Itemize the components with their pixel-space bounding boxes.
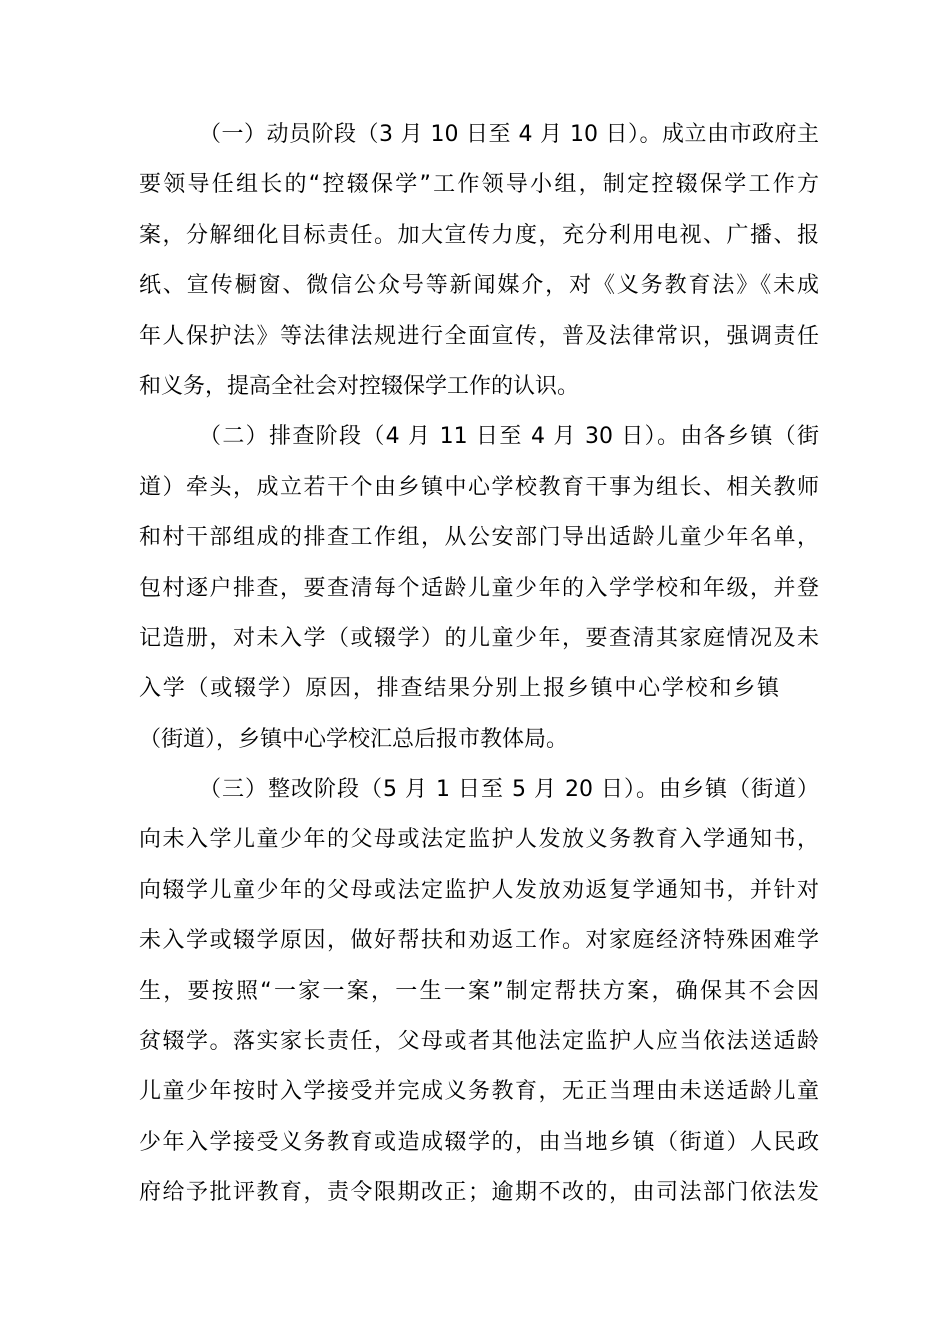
paragraph-3-line-7: 儿童少年按时入学接受并完成义务教育，无正当理由未送适龄儿童 <box>139 1079 819 1105</box>
paragraph-3-line-4: 未入学或辍学原因，做好帮扶和劝返工作。对家庭经济特殊困难学 <box>139 928 819 954</box>
paragraph-1-line-5: 年人保护法》等法律法规进行全面宣传，普及法律常识，强调责任 <box>139 323 819 349</box>
paragraph-3-line-1: （三）整改阶段（5 月 1 日至 5 月 20 日）。由乡镇（街道） <box>199 777 819 803</box>
paragraph-1-line-4: 纸、宣传橱窗、微信公众号等新闻媒介，对《义务教育法》《未成 <box>139 273 819 299</box>
paragraph-1-line-3: 案，分解细化目标责任。加大宣传力度，充分利用电视、广播、报 <box>139 222 819 248</box>
paragraph-3-line-2: 向未入学儿童少年的父母或法定监护人发放义务教育入学通知书， <box>139 827 819 853</box>
paragraph-1-line-2: 要领导任组长的“控辍保学”工作领导小组，制定控辍保学工作方 <box>139 172 819 198</box>
body-text <box>139 110 819 1219</box>
paragraph-3-line-3: 向辍学儿童少年的父母或法定监护人发放劝返复学通知书，并针对 <box>139 877 819 903</box>
paragraph-2-line-5: 记造册，对未入学（或辍学）的儿童少年，要查清其家庭情况及未 <box>139 625 819 651</box>
paragraph-2-line-6: 入学（或辍学）原因，排查结果分别上报乡镇中心学校和乡镇 <box>139 676 779 702</box>
paragraph-3-line-8: 少年入学接受义务教育或造成辍学的，由当地乡镇（街道）人民政 <box>139 1129 819 1155</box>
paragraph-3-line-6: 贫辍学。落实家长责任，父母或者其他法定监护人应当依法送适龄 <box>139 1029 819 1055</box>
paragraph-2-line-7: （街道），乡镇中心学校汇总后报市教体局。 <box>139 726 569 752</box>
paragraph-2-line-2: 道）牵头，成立若干个由乡镇中心学校教育干事为组长、相关教师 <box>139 474 819 500</box>
paragraph-1-line-6: 和义务，提高全社会对控辍保学工作的认识。 <box>139 373 580 399</box>
paragraph-2-line-4: 包村逐户排查，要查清每个适龄儿童少年的入学学校和年级，并登 <box>139 575 819 601</box>
paragraph-1-line-1: （一）动员阶段（3 月 10 日至 4 月 10 日）。成立由市政府主 <box>199 122 819 147</box>
paragraph-3-line-5: 生，要按照“一家一案，一生一案”制定帮扶方案，确保其不会因 <box>139 978 819 1004</box>
paragraph-2-line-1: （二）排查阶段（4 月 11 日至 4 月 30 日）。由各乡镇（街 <box>199 424 819 450</box>
paragraph-3-line-9: 府给予批评教育，责令限期改正；逾期不改的，由司法部门依法发 <box>139 1180 819 1206</box>
paragraph-2-line-3: 和村干部组成的排查工作组，从公安部门导出适龄儿童少年名单， <box>139 525 819 551</box>
